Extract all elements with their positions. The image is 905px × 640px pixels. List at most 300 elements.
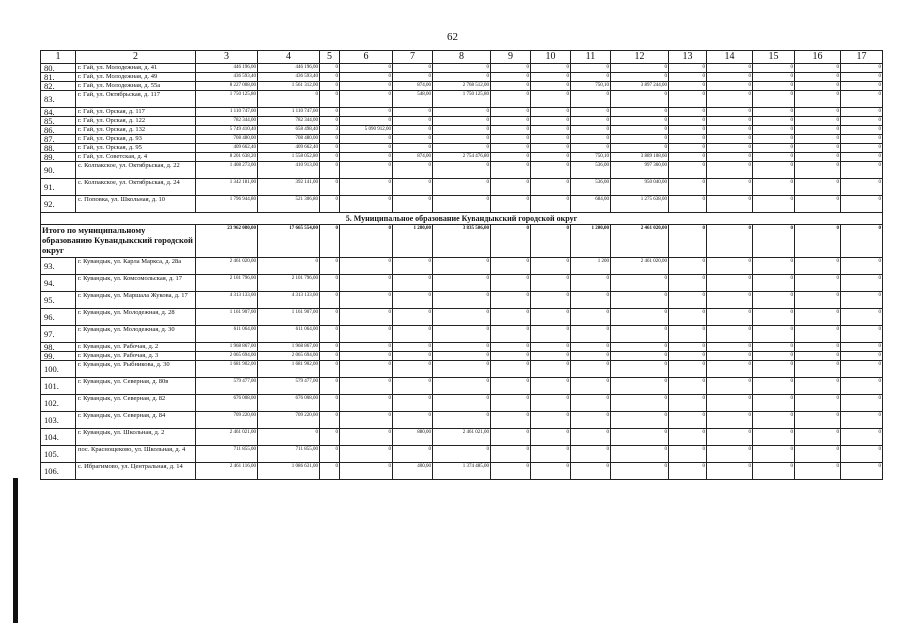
row-number: 103.: [41, 412, 76, 429]
table-cell: 676 008,00: [258, 395, 320, 412]
table-cell: 0: [707, 144, 753, 153]
table-cell: 0: [320, 352, 340, 361]
table-cell: 0: [841, 429, 883, 446]
table-cell: 0: [841, 126, 883, 135]
address-cell: г. Кувандык, ул. Северная, д. 84: [76, 412, 196, 429]
table-cell: 0: [393, 64, 433, 73]
table-cell: 0: [841, 343, 883, 352]
table-cell: 0: [611, 361, 669, 378]
table-cell: 0: [571, 64, 611, 73]
table-cell: 708 480,00: [258, 135, 320, 144]
table-cell: 0: [707, 361, 753, 378]
table-cell: 0: [841, 73, 883, 82]
table-cell: 0: [393, 292, 433, 309]
table-cell: 0: [320, 446, 340, 463]
header-cell: 12: [611, 51, 669, 64]
table-cell: 0: [753, 196, 795, 213]
total-cell: 0: [491, 225, 531, 258]
header-cell: 5: [320, 51, 340, 64]
table-cell: 0: [320, 108, 340, 117]
row-number: 89.: [41, 153, 76, 162]
address-cell: г. Гай, ул. Молодежная, д. 55а: [76, 82, 196, 91]
table-cell: 0: [707, 91, 753, 108]
table-cell: 0: [320, 326, 340, 343]
table-cell: 0: [571, 117, 611, 126]
table-cell: 0: [491, 196, 531, 213]
table-cell: 0: [669, 292, 707, 309]
table-cell: 0: [669, 352, 707, 361]
table-cell: 0: [491, 446, 531, 463]
table-cell: 0: [531, 135, 571, 144]
table-cell: 708 480,00: [196, 135, 258, 144]
table-cell: 0: [669, 361, 707, 378]
header-cell: 7: [393, 51, 433, 64]
table-cell: 0: [753, 395, 795, 412]
table-cell: 0: [433, 361, 491, 378]
table-cell: 0: [611, 343, 669, 352]
table-cell: 0: [491, 153, 531, 162]
address-cell: г. Гай, ул. Орская, д. 132: [76, 126, 196, 135]
table-row: [41, 326, 883, 343]
table-cell: 750,10: [571, 82, 611, 91]
table-row: [41, 412, 883, 429]
table-cell: 0: [669, 117, 707, 126]
table-cell: 0: [491, 292, 531, 309]
table-row: [41, 343, 883, 352]
table-cell: 0: [531, 144, 571, 153]
table-cell: 0: [669, 309, 707, 326]
table-cell: 0: [841, 162, 883, 179]
table-cell: 0: [707, 326, 753, 343]
table-cell: 0: [258, 258, 320, 275]
table-cell: 0: [433, 108, 491, 117]
table-cell: 0: [491, 275, 531, 292]
table-cell: 0: [669, 275, 707, 292]
table-cell: 0: [340, 395, 393, 412]
table-cell: 0: [433, 309, 491, 326]
table-cell: 0: [795, 352, 841, 361]
table-cell: 0: [491, 108, 531, 117]
table-cell: 0: [707, 162, 753, 179]
table-cell: 0: [393, 343, 433, 352]
table-cell: 0: [795, 395, 841, 412]
table-cell: 1 110 747,00: [196, 108, 258, 117]
table-cell: 0: [340, 275, 393, 292]
table-cell: 3 889 108,60: [611, 153, 669, 162]
address-cell: г. Кувандык, ул. Школьная, д. 2: [76, 429, 196, 446]
address-cell: г. Гай, ул. Орская, д. 93: [76, 135, 196, 144]
table-cell: 0: [340, 117, 393, 126]
table-cell: 0: [320, 153, 340, 162]
table-cell: 0: [753, 429, 795, 446]
table-cell: 0: [753, 361, 795, 378]
table-cell: 0: [531, 196, 571, 213]
table-cell: 0: [340, 429, 393, 446]
table-cell: 0: [707, 153, 753, 162]
table-cell: 0: [795, 144, 841, 153]
table-cell: 0: [531, 326, 571, 343]
table-cell: 0: [611, 144, 669, 153]
table-cell: 0: [841, 326, 883, 343]
table-cell: 676 008,00: [196, 395, 258, 412]
table-cell: 0: [707, 429, 753, 446]
table-cell: 711 855,00: [196, 446, 258, 463]
table-cell: 0: [795, 126, 841, 135]
table-cell: 0: [611, 126, 669, 135]
total-cell: 23 962 080,00: [196, 225, 258, 258]
table-cell: 0: [611, 275, 669, 292]
table-cell: 0: [753, 153, 795, 162]
row-number: 101.: [41, 378, 76, 395]
table-cell: 0: [491, 64, 531, 73]
row-number: 81.: [41, 73, 76, 82]
table-cell: 0: [433, 162, 491, 179]
table-cell: 711 855,00: [258, 446, 320, 463]
table-cell: 0: [340, 361, 393, 378]
address-cell: г. Кувандык, ул. Рыбникова, д. 30: [76, 361, 196, 378]
table-row: [41, 153, 883, 162]
table-cell: 709 220,00: [258, 412, 320, 429]
table-cell: 0: [841, 463, 883, 480]
address-cell: с. Ибрагимово, ул. Центральная, д. 14: [76, 463, 196, 480]
header-cell: 3: [196, 51, 258, 64]
table-cell: 2 065 694,00: [196, 352, 258, 361]
table-cell: 521 306,80: [258, 196, 320, 213]
table-cell: 0: [753, 258, 795, 275]
table-cell: 1 342 181,00: [196, 179, 258, 196]
table-cell: 0: [611, 108, 669, 117]
table-cell: 1 275 638,00: [611, 196, 669, 213]
header-cell: 9: [491, 51, 531, 64]
table-cell: 0: [611, 412, 669, 429]
table-cell: 0: [795, 91, 841, 108]
table-cell: 0: [393, 144, 433, 153]
table-cell: 0: [707, 412, 753, 429]
table-cell: 0: [531, 412, 571, 429]
table-cell: 0: [707, 309, 753, 326]
table-cell: 0: [669, 446, 707, 463]
table-cell: 0: [433, 378, 491, 395]
table-cell: 0: [393, 258, 433, 275]
table-cell: 0: [707, 117, 753, 126]
address-cell: г. Кувандык, ул. Северная, д. 82: [76, 395, 196, 412]
row-number: 98.: [41, 343, 76, 352]
table-row: [41, 135, 883, 144]
table-cell: 0: [491, 361, 531, 378]
table-cell: 0: [841, 292, 883, 309]
table-cell: 0: [531, 126, 571, 135]
table-cell: 0: [393, 117, 433, 126]
table-cell: 0: [531, 153, 571, 162]
table-row: [41, 126, 883, 135]
table-cell: 0: [340, 179, 393, 196]
table-cell: 0: [571, 352, 611, 361]
table-cell: 0: [340, 91, 393, 108]
table-cell: 2 461 116,00: [196, 463, 258, 480]
row-number: 93.: [41, 258, 76, 275]
table-cell: 0: [669, 64, 707, 73]
table-cell: 1 681 902,00: [258, 361, 320, 378]
table-cell: 0: [393, 179, 433, 196]
table-cell: 950 040,00: [611, 179, 669, 196]
table-cell: 0: [611, 326, 669, 343]
table-cell: 4 313 133,00: [196, 292, 258, 309]
table-cell: 0: [795, 162, 841, 179]
total-cell: 0: [795, 225, 841, 258]
table-cell: 0: [491, 162, 531, 179]
address-cell: г. Кувандык, ул. Молодежная, д. 30: [76, 326, 196, 343]
table-row: [41, 196, 883, 213]
table-cell: 0: [707, 73, 753, 82]
table-cell: 0: [320, 162, 340, 179]
header-cell: 16: [795, 51, 841, 64]
table-cell: 0: [669, 395, 707, 412]
table-cell: 1 750 125,80: [196, 91, 258, 108]
table-row: [41, 108, 883, 117]
table-cell: 0: [320, 429, 340, 446]
table-cell: 0: [571, 135, 611, 144]
table-cell: 0: [753, 292, 795, 309]
table-cell: 0: [320, 361, 340, 378]
total-cell: 0: [753, 225, 795, 258]
table-cell: 0: [611, 352, 669, 361]
table-cell: 0: [795, 463, 841, 480]
table-cell: 0: [611, 135, 669, 144]
table-cell: 0: [393, 162, 433, 179]
row-number: 87.: [41, 135, 76, 144]
table-cell: 0: [393, 108, 433, 117]
header-cell: 10: [531, 51, 571, 64]
address-cell: г. Гай, ул. Октябрьская, д. 117: [76, 91, 196, 108]
table-cell: 0: [753, 117, 795, 126]
table-cell: 0: [753, 446, 795, 463]
table-cell: 0: [795, 117, 841, 126]
table-cell: 0: [393, 352, 433, 361]
table-cell: 0: [707, 258, 753, 275]
row-number: 92.: [41, 196, 76, 213]
address-cell: с. Колпакское, ул. Октябрьская, д. 22: [76, 162, 196, 179]
table-cell: 0: [669, 179, 707, 196]
table-cell: 2 101 796,00: [196, 275, 258, 292]
table-cell: 536,00: [571, 162, 611, 179]
table-cell: 0: [669, 82, 707, 91]
table-cell: 0: [433, 412, 491, 429]
table-cell: 0: [340, 108, 393, 117]
table-cell: 0: [753, 162, 795, 179]
table-cell: 0: [571, 108, 611, 117]
table-cell: 0: [571, 144, 611, 153]
table-cell: 0: [611, 309, 669, 326]
table-cell: 0: [393, 135, 433, 144]
table-cell: 0: [340, 326, 393, 343]
row-number: 90.: [41, 162, 76, 179]
header-cell: 13: [669, 51, 707, 64]
table-cell: 0: [753, 135, 795, 144]
table-row: [41, 258, 883, 275]
table-row: [41, 463, 883, 480]
table-row: [41, 309, 883, 326]
table-cell: 0: [491, 395, 531, 412]
table-cell: 0: [393, 73, 433, 82]
table-row: [41, 429, 883, 446]
table-cell: 2 461 021,00: [433, 429, 491, 446]
table-cell: 0: [531, 292, 571, 309]
table-row: [41, 179, 883, 196]
header-cell: 14: [707, 51, 753, 64]
table-cell: 2 461 020,00: [196, 258, 258, 275]
address-cell: пос. Краснощеково, ул. Школьная, д. 4: [76, 446, 196, 463]
table-cell: 684,00: [571, 196, 611, 213]
table-cell: 0: [611, 91, 669, 108]
table-cell: 0: [320, 343, 340, 352]
table-cell: 1 110 747,00: [258, 108, 320, 117]
table-cell: 0: [531, 446, 571, 463]
table-cell: 2 101 796,00: [258, 275, 320, 292]
table-cell: 536,00: [571, 179, 611, 196]
table-cell: 0: [753, 343, 795, 352]
table-cell: 1 561 312,00: [258, 82, 320, 91]
table-cell: 409 662,40: [196, 144, 258, 153]
table-cell: 1 374 485,00: [433, 463, 491, 480]
table-cell: 436 593,40: [196, 73, 258, 82]
table-cell: 0: [841, 91, 883, 108]
table-cell: 658 498,40: [258, 126, 320, 135]
table-cell: 0: [669, 378, 707, 395]
table-cell: 0: [491, 91, 531, 108]
table-row: [41, 378, 883, 395]
table-cell: 0: [841, 352, 883, 361]
table-cell: 0: [393, 326, 433, 343]
table-cell: 0: [795, 275, 841, 292]
table-cell: 0: [669, 258, 707, 275]
table-cell: 0: [340, 352, 393, 361]
table-cell: 0: [753, 108, 795, 117]
header-cell: 1: [41, 51, 76, 64]
table-cell: 0: [707, 343, 753, 352]
table-cell: 0: [393, 196, 433, 213]
total-cell: 1 200,00: [571, 225, 611, 258]
table-cell: 0: [753, 64, 795, 73]
table-cell: 0: [669, 196, 707, 213]
table-cell: 0: [531, 395, 571, 412]
row-number: 99.: [41, 352, 76, 361]
table-cell: 0: [707, 292, 753, 309]
table-cell: 1 086 631,00: [258, 463, 320, 480]
table-cell: 0: [795, 309, 841, 326]
table-cell: 0: [258, 91, 320, 108]
table-cell: 0: [571, 309, 611, 326]
table-cell: 0: [393, 275, 433, 292]
table-cell: 0: [669, 91, 707, 108]
table-cell: 0: [491, 258, 531, 275]
table-cell: 874,00: [393, 153, 433, 162]
table-cell: 409 662,40: [258, 144, 320, 153]
table-cell: 0: [320, 91, 340, 108]
table-cell: 0: [571, 412, 611, 429]
table-cell: 0: [707, 179, 753, 196]
table-cell: 0: [571, 126, 611, 135]
header-cell: 6: [340, 51, 393, 64]
row-number: 85.: [41, 117, 76, 126]
table-cell: 0: [571, 446, 611, 463]
table-cell: 0: [491, 309, 531, 326]
address-cell: г. Гай, ул. Молодежная, д. 49: [76, 73, 196, 82]
table-cell: 1 750 125,80: [433, 91, 491, 108]
table-cell: 0: [320, 144, 340, 153]
table-row: [41, 395, 883, 412]
table-cell: 0: [669, 162, 707, 179]
total-cell: 17 665 554,00: [258, 225, 320, 258]
table-cell: 0: [531, 378, 571, 395]
table-cell: 750,10: [571, 153, 611, 162]
table-cell: 0: [669, 153, 707, 162]
table-cell: 0: [393, 378, 433, 395]
table-cell: 0: [433, 135, 491, 144]
table-cell: 0: [433, 258, 491, 275]
table-cell: 0: [531, 179, 571, 196]
table-cell: 0: [571, 326, 611, 343]
total-cell: 0: [841, 225, 883, 258]
table-cell: 0: [707, 126, 753, 135]
address-cell: г. Кувандык, ул. Маршала Жукова, д. 17: [76, 292, 196, 309]
table-cell: 0: [491, 326, 531, 343]
table-cell: 0: [753, 412, 795, 429]
table-cell: 0: [531, 429, 571, 446]
table-cell: 0: [841, 108, 883, 117]
row-number: 97.: [41, 326, 76, 343]
row-number: 95.: [41, 292, 76, 309]
table-cell: 1 558 052,80: [258, 153, 320, 162]
address-cell: г. Гай, ул. Орская, д. 117: [76, 108, 196, 117]
table-cell: 0: [491, 352, 531, 361]
table-cell: 0: [491, 343, 531, 352]
table-cell: 0: [753, 309, 795, 326]
table-cell: 0: [841, 446, 883, 463]
table-cell: 400,00: [393, 463, 433, 480]
table-cell: 0: [669, 144, 707, 153]
table-cell: 0: [669, 429, 707, 446]
table-row: [41, 352, 883, 361]
table-cell: 0: [795, 73, 841, 82]
table-cell: 0: [669, 343, 707, 352]
table-cell: 0: [753, 352, 795, 361]
table-cell: 0: [491, 429, 531, 446]
table-cell: 0: [795, 108, 841, 117]
table-cell: 0: [753, 126, 795, 135]
table-row: [41, 64, 883, 73]
table-cell: 0: [795, 292, 841, 309]
table-cell: 0: [393, 412, 433, 429]
table-cell: 0: [433, 343, 491, 352]
table-cell: 0: [491, 126, 531, 135]
table-row: [41, 73, 883, 82]
table-cell: 0: [669, 135, 707, 144]
table-cell: 0: [340, 64, 393, 73]
table-cell: 1 161 907,00: [258, 309, 320, 326]
table-cell: 3: [320, 126, 340, 135]
row-number: 94.: [41, 275, 76, 292]
table-cell: 997 360,00: [611, 162, 669, 179]
table-cell: 0: [433, 196, 491, 213]
table-cell: 0: [433, 73, 491, 82]
table-cell: 0: [795, 196, 841, 213]
total-cell: 0: [320, 225, 340, 258]
table-cell: 0: [531, 463, 571, 480]
table-cell: 0: [753, 82, 795, 91]
table-cell: 0: [841, 179, 883, 196]
table-cell: 0: [753, 144, 795, 153]
table-cell: 709 220,00: [196, 412, 258, 429]
